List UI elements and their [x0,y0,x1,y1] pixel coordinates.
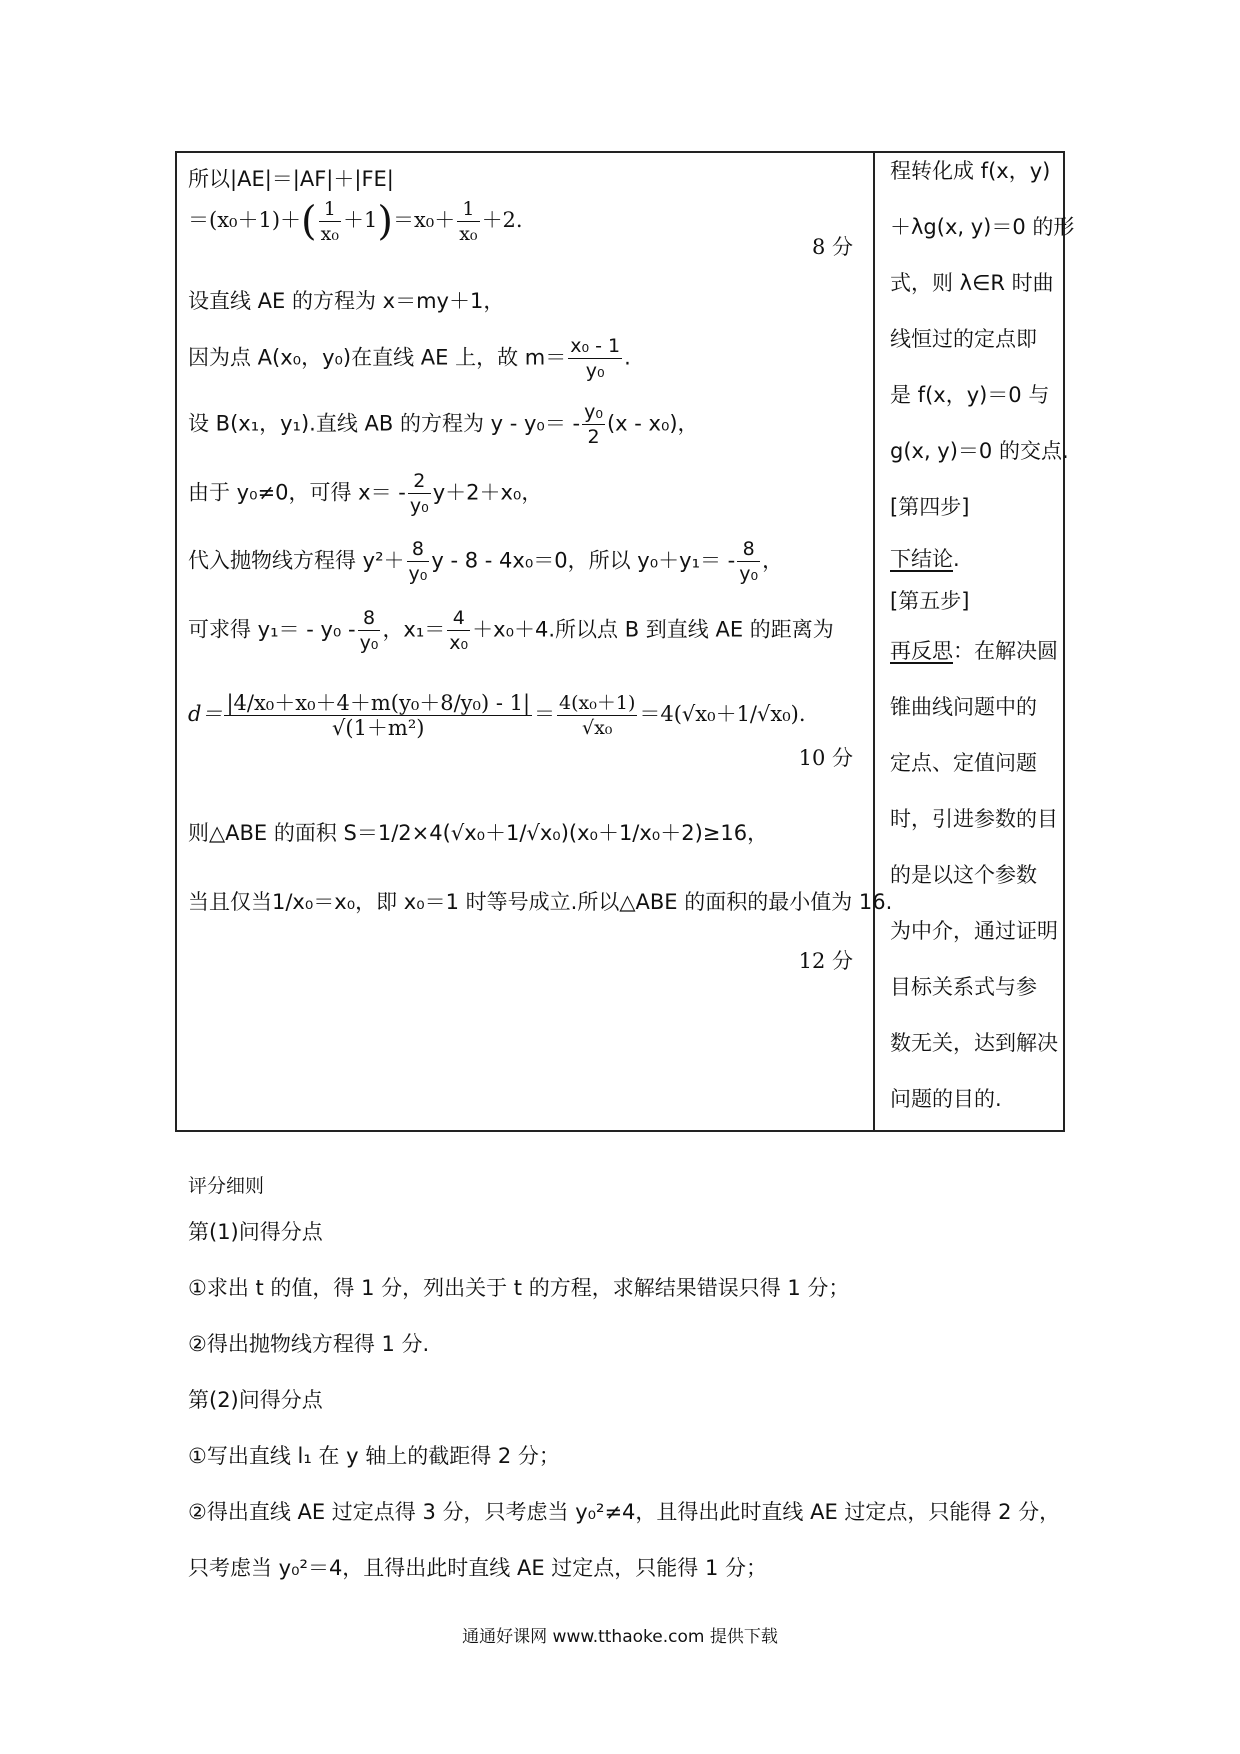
l8-den: y₀ [359,632,379,654]
footer-credit: 通通好课网 www.tthaoke.com 提供下载 [462,1627,778,1647]
l8-pre: 可求得 y₁＝ - y₀ - [188,617,356,642]
l7-pre: 代入抛物线方程得 y²＋ [188,548,405,573]
l2-frac2-num: 1 [457,197,479,222]
score-12: 12 分 [798,949,853,973]
line-substitute [188,537,783,586]
line-ae-equation: 设直线 AE 的方程为 x＝my＋1， [188,289,505,313]
side-line-2: ＋λg(x, y)＝0 的形 [890,215,1075,239]
l5-num: y₀ [584,401,603,423]
l8-frac-2 [447,606,470,655]
side-line-5: 是 f(x，y)＝0 与 [890,383,1050,407]
l6-frac [408,469,431,518]
reflect-tail: ：在解决圆 [953,639,1058,663]
line-x-expression [188,469,542,518]
l5-pre: 设 B(x₁，y₁).直线 AB 的方程为 y - y₀＝ - [188,411,581,436]
l8-num: 8 [358,606,381,631]
rubric-q2-heading: 第(2)问得分点 [188,1388,323,1412]
conclude-tail: . [953,547,960,571]
l2-eq: ＝x₀＋ [392,208,456,232]
conclude-label: 下结论 [890,547,953,571]
l4-tail: . [624,345,631,370]
side-line-17: 数无关，达到解决 [890,1031,1058,1055]
step-4-label: [第四步] [890,495,970,519]
l2-frac-2 [457,197,479,246]
l9-eq: ＝ [534,702,556,726]
l8-num2: 4 [447,606,470,631]
solution-table [175,151,1075,1132]
rubric-q2-item-2: ②得出直线 AE 过定点得 3 分，只考虑当 y₀²≠4，且得出此时直线 AE 过定点，只能得 2 分， [188,1500,1061,1524]
l8-tail: ＋x₀＋4.所以点 B 到直线 AE 的距离为 [472,617,834,642]
rubric-q1-item-2: ②得出抛物线方程得 1 分. [188,1332,430,1356]
step-5-label: [第五步] [890,589,970,613]
l4-frac [568,334,622,383]
l9-den2: √x₀ [581,717,613,739]
l2-frac [319,197,341,246]
line-ab-equation [188,400,699,449]
l7-tail: ， [762,548,784,573]
score-8: 8 分 [811,235,853,259]
line-ae-value: ＝(x₀＋1)＋( $\frac{1}{\text{x₀}}$ ＋1)＝x₀＋ $\frac{1}{\text{x₀}}$ ＋2. [188,198,523,245]
line-area: 则△ABE 的面积 S＝1/2×4(√x₀＋1/√x₀)(x₀＋1/x₀＋2)≥16， [188,821,769,845]
column-divider [873,153,875,1130]
l9-den: √(1＋m²) [332,716,425,740]
l9-frac-2 [557,691,637,740]
l2-mid: ＋1 [342,208,378,232]
l6-den: y₀ [409,495,429,517]
side-line-13: 时，引进参数的目 [890,807,1058,831]
l2-tail: ＋2. [481,208,523,232]
l7-frac-2 [737,537,760,586]
rubric-q1-heading: 第(1)问得分点 [188,1220,323,1244]
side-line-8 [890,545,960,573]
l7-den: y₀ [408,563,428,585]
side-line-4: 线恒过的定点即 [890,327,1037,351]
side-line-6: g(x, y)＝0 的交点. [890,439,1069,463]
l5-frac [582,400,605,449]
side-line-18: 问题的目的. [890,1087,1002,1111]
l5-tail: (x - x₀)， [606,411,699,436]
line-m-value [188,334,631,383]
l4-pre: 因为点 A(x₀，y₀)在直线 AE 上，故 m＝ [188,345,567,370]
line-y1-x1 [188,606,834,655]
side-line-14: 的是以这个参数 [890,863,1037,887]
l7-num: 8 [407,537,430,562]
l7-den2: y₀ [739,563,759,585]
side-line-3: 式，则 λ∈R 时曲 [890,271,1054,295]
l2-frac-num: 1 [319,197,341,222]
l9-num: |4/x₀＋x₀＋4＋m(y₀＋8/y₀) - 1| [226,691,531,715]
rubric-q2-item-3: 只考虑当 y₀²＝4，且得出此时直线 AE 过定点，只能得 1 分； [188,1556,767,1580]
reflect-label: 再反思 [890,639,953,663]
l2-frac-den: x₀ [320,223,339,245]
l2-pre: ＝(x₀＋1)＋ [188,208,302,232]
rubric-title: 评分细则 [188,1175,265,1197]
rubric-q2-item-1: ①写出直线 l₁ 在 y 轴上的截距得 2 分； [188,1444,560,1468]
l6-pre: 由于 y₀≠0，可得 x＝ - [188,480,406,505]
l6-tail: y＋2＋x₀， [432,480,543,505]
side-line-16: 目标关系式与参 [890,975,1037,999]
l4-den: y₀ [585,360,605,382]
line-distance [188,691,806,740]
side-line-12: 定点、定值问题 [890,751,1037,775]
side-line-11: 锥曲线问题中的 [890,695,1037,719]
line-equality: 当且仅当1/x₀＝x₀，即 x₀＝1 时等号成立.所以△ABE 的面积的最小值为 16. [188,890,893,914]
l7-num2: 8 [737,537,760,562]
l5-den: 2 [587,426,600,448]
l7-frac [407,537,430,586]
l9-num2: 4(x₀＋1) [559,692,636,714]
l9-frac [224,691,532,740]
l9-tail: ＝4(√x₀＋1/√x₀). [639,702,806,726]
side-line-15: 为中介，通过证明 [890,919,1058,943]
l9-d: d＝ [188,702,223,726]
side-line-10 [890,637,1058,665]
l4-num: x₀ - 1 [570,335,621,357]
l8-mid: ，x₁＝ [382,617,446,642]
score-10: 10 分 [798,746,853,770]
l7-mid: y - 8 - 4x₀＝0，所以 y₀＋y₁＝ - [431,548,736,573]
line-ae-sum: 所以|AE|＝|AF|＋|FE| [188,167,394,191]
l8-frac [358,606,381,655]
l2-frac2-den: x₀ [459,223,478,245]
side-line-1: 程转化成 f(x，y) [890,159,1051,183]
l8-den2: x₀ [449,632,469,654]
rubric-q1-item-1: ①求出 t 的值，得 1 分，列出关于 t 的方程，求解结果错误只得 1 分； [188,1276,850,1300]
l6-num: 2 [408,469,431,494]
